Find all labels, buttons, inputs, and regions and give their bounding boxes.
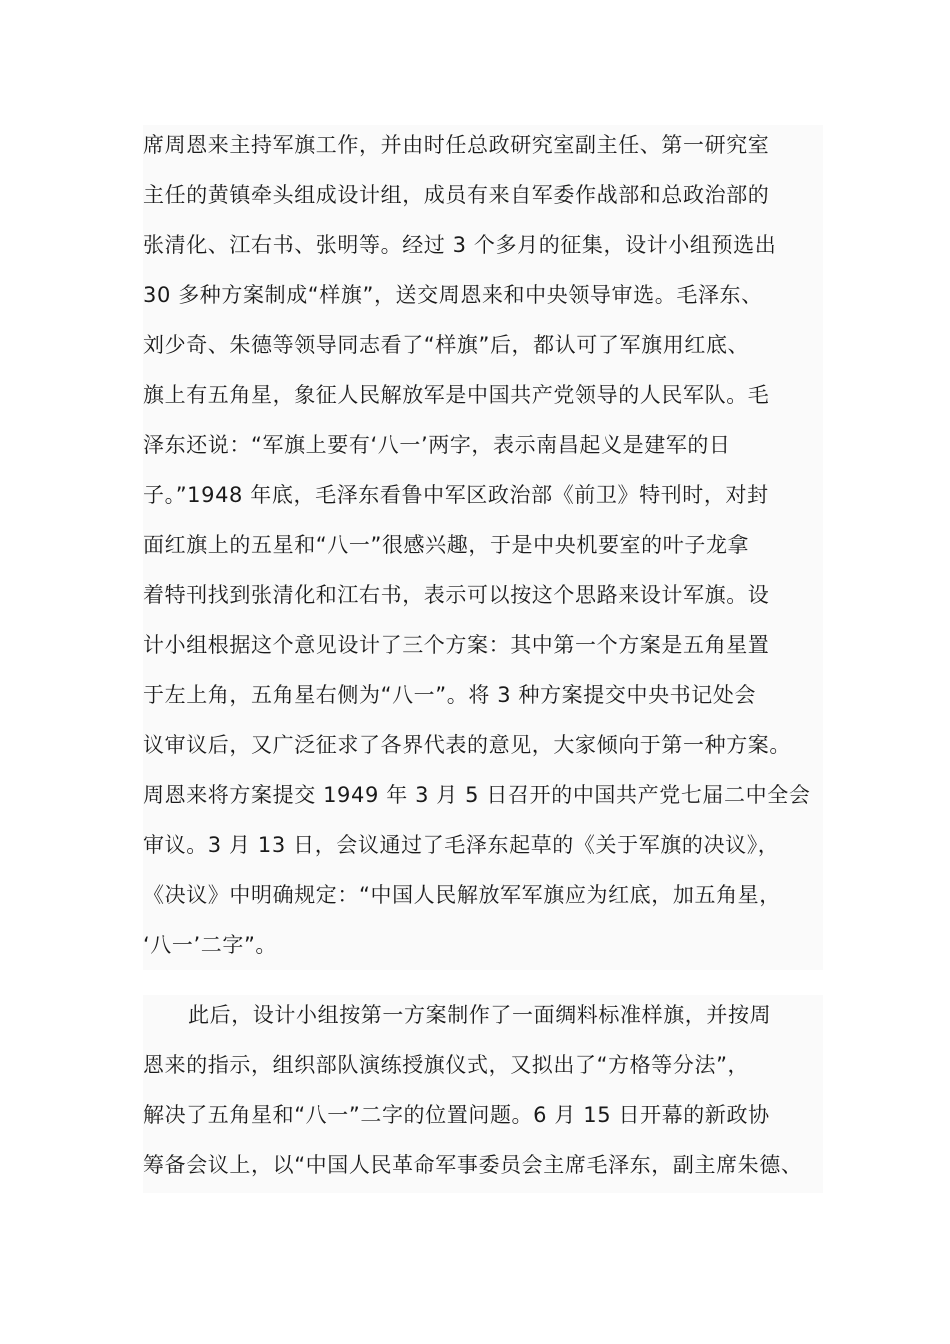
text-line: 议审议后，又广泛征求了各界代表的意见，大家倾向于第一种方案。	[143, 733, 791, 757]
text-line: ‘八一’二字”。	[143, 933, 278, 957]
text-line: 着特刊找到张清化和江右书，表示可以按这个思路来设计军旗。设	[143, 583, 770, 607]
text-line: 主任的黄镇牵头组成设计组，成员有来自军委作战部和总政治部的	[143, 183, 770, 207]
text-line: 周恩来将方案提交 1949 年 3 月 5 日召开的中国共产党七届二中全会	[143, 783, 811, 807]
text-line: 旗上有五角星，象征人民解放军是中国共产党领导的人民军队。毛	[143, 383, 770, 407]
text-line: 子。”1948 年底，毛泽东看鲁中军区政治部《前卫》特刊时，对封	[143, 483, 769, 507]
paragraph-1	[143, 125, 823, 970]
text-line: 于左上角，五角星右侧为“八一”。将 3 种方案提交中央书记处会	[143, 683, 757, 707]
text-line: 30 多种方案制成“样旗”，送交周恩来和中央领导审选。毛泽东、	[143, 283, 763, 307]
paragraph-2	[143, 995, 823, 1193]
text-line: 面红旗上的五星和“八一”很感兴趣，于是中央机要室的叶子龙拿	[143, 533, 750, 557]
text-line: 恩来的指示，组织部队演练授旗仪式，又拟出了“方格等分法”，	[143, 1053, 750, 1077]
text-line: 筹备会议上，以“中国人民革命军事委员会主席毛泽东，副主席朱德、	[143, 1153, 803, 1177]
text-line: 审议。3 月 13 日，会议通过了毛泽东起草的《关于军旗的决议》，	[143, 833, 780, 857]
text-line: 席周恩来主持军旗工作，并由时任总政研究室副主任、第一研究室	[143, 133, 770, 157]
text-line: 泽东还说：“军旗上要有‘八一’两字，表示南昌起义是建军的日	[143, 433, 731, 457]
text-line: 计小组根据这个意见设计了三个方案：其中第一个方案是五角星置	[143, 633, 770, 657]
text-line: 《决议》中明确规定：“中国人民解放军军旗应为红底，加五角星，	[143, 883, 781, 907]
text-line: 刘少奇、朱德等领导同志看了“样旗”后，都认可了军旗用红底、	[143, 333, 750, 357]
text-line: 张清化、江右书、张明等。经过 3 个多月的征集，设计小组预选出	[143, 233, 777, 257]
text-line: 解决了五角星和“八一”二字的位置问题。6 月 15 日开幕的新政协	[143, 1103, 770, 1127]
text-line: 此后，设计小组按第一方案制作了一面绸料标准样旗，并按周	[188, 1003, 772, 1027]
